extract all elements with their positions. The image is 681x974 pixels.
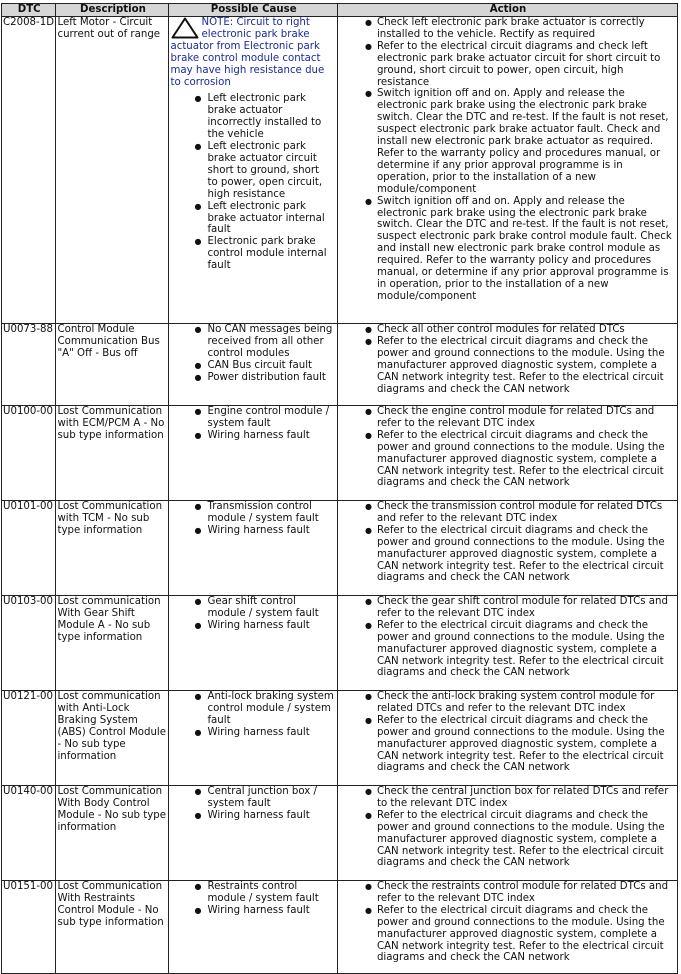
list-item: ● Refer to the electrical circuit diagrams and check the power and ground connections to the module. Using the manufacturer approved diagnostic system, complete a CAN network integrity test. Refer to the electrical circuit diagrams and check the CAN network xyxy=(339,620,677,680)
note-text: NOTE: Circuit to right electronic park brake actuator from Electronic park brake control module contact may have high resistance due to corrosion xyxy=(170,17,325,88)
list-item: ● Wiring harness fault xyxy=(170,727,336,739)
dtc-table xyxy=(1,3,678,974)
list-item: ● Check the gear shift control module for related DTCs and refer to the relevant DTC index xyxy=(339,596,677,620)
dtc-code: U0140-00 xyxy=(2,786,56,881)
action-cell xyxy=(337,691,677,786)
dtc-description: Lost Communication With Body Control Module - No sub type information xyxy=(56,786,169,881)
possible-cause-cell xyxy=(169,596,337,691)
list-item: ● Refer to the electrical circuit diagrams and check the power and ground connections to the module. Using the manufacturer approved diagnostic system, complete a CAN network integrity test. Refer to the electrical circuit diagrams and check the CAN network xyxy=(339,336,677,396)
dtc-code: C2008-1D xyxy=(2,17,56,324)
dtc-description: Lost Communication with ECM/PCM A - No sub type information xyxy=(56,406,169,501)
warning-triangle-icon xyxy=(171,17,199,39)
action-list xyxy=(339,691,677,774)
action-list xyxy=(339,324,677,395)
list-item: ● Switch ignition off and on. Apply and release the electronic park brake using the electronic park brake switch. Clear the DTC and re-test. If the fault is not reset, suspect electronic park brake actuator fault. Check and install new electronic park brake actuator as required. Refer to the warranty policy and procedures manual, or determine if any prior approval programme is in operation, prior to the installation of a new module/component xyxy=(339,88,677,195)
dtc-code: U0103-00 xyxy=(2,596,56,691)
table-row xyxy=(2,501,678,596)
list-item: ● Engine control module / system fault xyxy=(170,406,336,430)
dtc-code: U0101-00 xyxy=(2,501,56,596)
table-row xyxy=(2,406,678,501)
list-item: ● Refer to the electrical circuit diagrams and check the power and ground connections to the module. Using the manufacturer approved diagnostic system, complete a CAN network integrity test. Refer to the electrical circuit diagrams and check the CAN network xyxy=(339,905,677,965)
list-item: ● Refer to the electrical circuit diagrams and check the power and ground connections to the module. Using the manufacturer approved diagnostic system, complete a CAN network integrity test. Refer to the electrical circuit diagrams and check the CAN network xyxy=(339,430,677,490)
list-item: ● Left electronic park brake actuator circuit short to ground, short to power, open circuit, high resistance xyxy=(170,141,336,201)
action-cell xyxy=(337,881,677,974)
dtc-description: Lost Communication With Restraints Control Module - No sub type information xyxy=(56,881,169,974)
list-item: ● Wiring harness fault xyxy=(170,810,336,822)
action-cell xyxy=(337,17,677,324)
dtc-description: Control Module Communication Bus "A" Off - Bus off xyxy=(56,324,169,406)
table-row xyxy=(2,881,678,974)
possible-cause-cell xyxy=(169,691,337,786)
list-item: ● CAN Bus circuit fault xyxy=(170,360,336,372)
list-item: ● Restraints control module / system fault xyxy=(170,881,336,905)
action-list xyxy=(339,786,677,869)
header-action: Action xyxy=(337,4,677,17)
dtc-code: U0100-00 xyxy=(2,406,56,501)
table-row xyxy=(2,786,678,881)
header-row xyxy=(2,4,678,17)
table-row xyxy=(2,324,678,406)
list-item: ● Refer to the electrical circuit diagrams and check the power and ground connections to the module. Using the manufacturer approved diagnostic system, complete a CAN network integrity test. Refer to the electrical circuit diagrams and check the CAN network xyxy=(339,810,677,870)
action-cell xyxy=(337,596,677,691)
list-item: ● Left electronic park brake actuator internal fault xyxy=(170,201,336,237)
table-row xyxy=(2,17,678,324)
dtc-description: Lost communication with Anti-Lock Braking System (ABS) Control Module - No sub type information xyxy=(56,691,169,786)
cause-list xyxy=(170,324,336,384)
possible-cause-cell xyxy=(169,786,337,881)
action-list xyxy=(339,17,677,303)
header-possible-cause: Possible Cause xyxy=(169,4,337,17)
note-block xyxy=(170,17,336,88)
list-item: ● Wiring harness fault xyxy=(170,430,336,442)
action-list xyxy=(339,881,677,964)
action-cell xyxy=(337,501,677,596)
dtc-description: Left Motor - Circuit current out of range xyxy=(56,17,169,324)
table-row xyxy=(2,596,678,691)
cause-list xyxy=(170,881,336,917)
action-cell xyxy=(337,406,677,501)
list-item: ● Transmission control module / system fault xyxy=(170,501,336,525)
list-item: ● Check the anti-lock braking system control module for related DTCs and refer to the relevant DTC index xyxy=(339,691,677,715)
list-item: ● Check all other control modules for related DTCs xyxy=(339,324,677,336)
list-item: ● Wiring harness fault xyxy=(170,620,336,632)
list-item: ● Anti-lock braking system control module / system fault xyxy=(170,691,336,727)
list-item: ● Switch ignition off and on. Apply and release the electronic park brake using the electronic park brake switch. Clear the DTC and re-test. If the fault is not reset, suspect electronic park brake control module fault. Check and install new electronic park brake control module as required. Refer to the warranty policy and procedures manual, or determine if any prior approval programme is in operation, prior to the installation of a new module/component xyxy=(339,196,677,303)
list-item: ● Wiring harness fault xyxy=(170,905,336,917)
list-item: ● Check the transmission control module for related DTCs and refer to the relevant DTC index xyxy=(339,501,677,525)
cause-list xyxy=(170,501,336,537)
dtc-description: Lost communication With Gear Shift Module A - No sub type information xyxy=(56,596,169,691)
cause-list xyxy=(170,93,336,272)
list-item: ● Power distribution fault xyxy=(170,372,336,384)
list-item: ● Refer to the electrical circuit diagrams and check the power and ground connections to the module. Using the manufacturer approved diagnostic system, complete a CAN network integrity test. Refer to the electrical circuit diagrams and check the CAN network xyxy=(339,525,677,585)
list-item: ● Check left electronic park brake actuator is correctly installed to the vehicle. Rectify as required xyxy=(339,17,677,41)
dtc-code: U0121-00 xyxy=(2,691,56,786)
possible-cause-cell xyxy=(169,324,337,406)
list-item: ● Gear shift control module / system fault xyxy=(170,596,336,620)
list-item: ● Check the engine control module for related DTCs and refer to the relevant DTC index xyxy=(339,406,677,430)
list-item: ● Left electronic park brake actuator incorrectly installed to the vehicle xyxy=(170,93,336,141)
dtc-code: U0073-88 xyxy=(2,324,56,406)
cause-list xyxy=(170,786,336,822)
list-item: ● Check the restraints control module for related DTCs and refer to the relevant DTC index xyxy=(339,881,677,905)
action-list xyxy=(339,596,677,679)
dtc-code: U0151-00 xyxy=(2,881,56,974)
list-item: ● No CAN messages being received from all other control modules xyxy=(170,324,336,360)
action-cell xyxy=(337,324,677,406)
cause-list xyxy=(170,691,336,739)
possible-cause-cell xyxy=(169,406,337,501)
dtc-description: Lost Communication with TCM - No sub type information xyxy=(56,501,169,596)
list-item: ● Electronic park brake control module internal fault xyxy=(170,236,336,272)
cause-list xyxy=(170,406,336,442)
header-description: Description xyxy=(56,4,169,17)
list-item: ● Refer to the electrical circuit diagrams and check the power and ground connections to the module. Using the manufacturer approved diagnostic system, complete a CAN network integrity test. Refer to the electrical circuit diagrams and check the CAN network xyxy=(339,715,677,775)
action-list xyxy=(339,501,677,584)
possible-cause-cell xyxy=(169,501,337,596)
list-item: ● Check the central junction box for related DTCs and refer to the relevant DTC index xyxy=(339,786,677,810)
possible-cause-cell xyxy=(169,17,337,324)
possible-cause-cell xyxy=(169,881,337,974)
action-cell xyxy=(337,786,677,881)
header-dtc: DTC xyxy=(2,4,56,17)
list-item: ● Refer to the electrical circuit diagrams and check left electronic park brake actuator circuit for short circuit to ground, short circuit to power, open circuit, high resistance xyxy=(339,41,677,89)
cause-list xyxy=(170,596,336,632)
list-item: ● Central junction box / system fault xyxy=(170,786,336,810)
list-item: ● Wiring harness fault xyxy=(170,525,336,537)
action-list xyxy=(339,406,677,489)
table-row xyxy=(2,691,678,786)
